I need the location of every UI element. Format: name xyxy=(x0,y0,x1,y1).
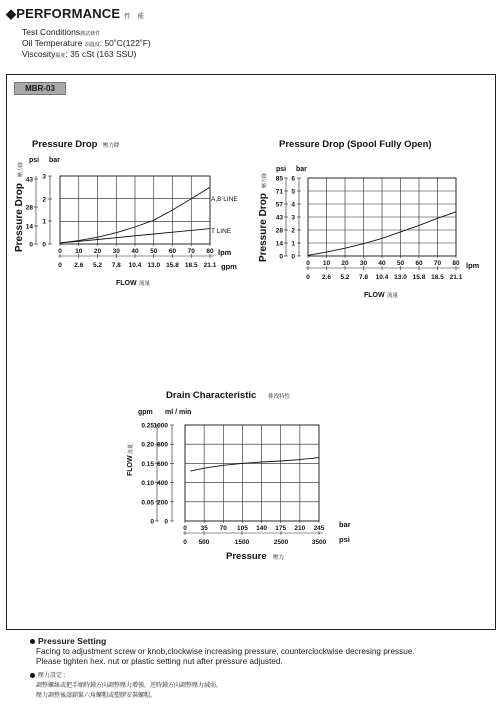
viscosity-cjk: 黏度 xyxy=(55,53,66,59)
chart3-unit-gpm: gpm xyxy=(138,409,153,416)
chart1-xtick-secondary: 2.6 xyxy=(74,262,84,269)
chart1-unit-psi: psi xyxy=(29,157,40,164)
chart3-ytick-secondary: 1000 xyxy=(153,422,168,430)
notes-heading-cjk xyxy=(30,671,65,681)
chart3-xtick-primary: 245 xyxy=(313,525,325,532)
chart2-ytick-secondary: 5 xyxy=(291,188,295,196)
chart3-xtick-primary: 140 xyxy=(256,525,268,532)
model-badge: MBR-03 xyxy=(14,82,66,95)
page-title-cjk: 性 能 xyxy=(124,14,147,20)
chart2-ytick-secondary: 3 xyxy=(291,214,295,222)
chart1-xtick-primary: 10 xyxy=(75,248,83,255)
chart2-xtick-primary: 0 xyxy=(306,260,310,267)
chart2-ytick-primary: 85 xyxy=(275,175,283,183)
chart2-xtick-primary: 80 xyxy=(452,260,460,267)
chart2-xtick-secondary: 10.4 xyxy=(375,274,389,281)
chart3-xtick-secondary: 1500 xyxy=(234,539,250,546)
chart3-ytick-secondary: 600 xyxy=(157,460,168,468)
chart3-plot-frame xyxy=(185,425,319,521)
chart2-xtick-secondary: 7.8 xyxy=(358,274,369,281)
chart1-xtick-primary: 80 xyxy=(206,248,214,255)
chart3-xtick-primary: 105 xyxy=(236,525,248,532)
oil-temperature-value: : 50˚C(122˚F) xyxy=(99,38,151,48)
chart3-xtick-secondary: 2500 xyxy=(273,539,289,546)
chart2-ytick-secondary: 6 xyxy=(291,175,295,183)
chart1-ytick-secondary: 1 xyxy=(42,218,46,226)
chart3-ytick-secondary: 400 xyxy=(157,480,168,488)
chart1-xtick-primary: 0 xyxy=(58,248,62,255)
chart2-ytick-primary: 71 xyxy=(275,188,283,196)
chart1-ytick-primary: 0 xyxy=(29,241,33,249)
chart3-title-cjk: 排洩特性 xyxy=(268,394,291,400)
chart1-xtick-primary: 70 xyxy=(187,248,195,255)
chart2-unit-lpm: lpm xyxy=(466,261,480,270)
chart2-ylabel: Pressure Drop xyxy=(258,193,269,262)
chart1-ytick-primary: 28 xyxy=(25,204,33,212)
chart2-xtick-primary: 50 xyxy=(396,260,405,267)
chart1-xtick-secondary: 7.8 xyxy=(111,262,121,269)
chart3-ytick-primary: 0.10 xyxy=(141,480,154,488)
chart2-xtick-primary: 70 xyxy=(433,260,442,267)
chart2-ytick-primary: 43 xyxy=(275,214,283,222)
chart3-unit-bar: bar xyxy=(339,520,351,529)
chart2-xtick-secondary: 21.1 xyxy=(449,274,463,281)
chart3-xlabel: Pressure xyxy=(226,551,267,562)
chart1-xtick-primary: 40 xyxy=(131,248,139,255)
test-conditions-cjk: 測試條件 xyxy=(80,31,101,37)
chart3-ytick-secondary: 0 xyxy=(164,518,168,526)
notes-line-1: Facing to adjustment screw or knob,clockwise increasing pressure, counterclockwise decresing pressue. xyxy=(36,647,415,656)
viscosity-label: Viscosity xyxy=(22,49,56,59)
chart1-xtick-secondary: 21.1 xyxy=(203,262,217,269)
chart3-ytick-primary: 0 xyxy=(150,518,154,526)
chart2-xtick-primary: 60 xyxy=(415,260,423,267)
chart2-xtick-primary: 10 xyxy=(322,260,331,267)
bullet-dot-icon xyxy=(30,673,35,678)
chart1-legend-ab-line: A,B LINE xyxy=(211,196,238,203)
chart3-title: Drain Characteristic xyxy=(166,390,257,401)
chart2-xtick-secondary: 18.5 xyxy=(431,274,444,281)
chart1-xtick-secondary: 18.5 xyxy=(184,262,198,269)
chart2-ytick-secondary: 1 xyxy=(291,240,295,248)
chart1-unit-lpm: lpm xyxy=(218,248,232,257)
chart1-ytick-secondary: 3 xyxy=(42,173,46,181)
chart3-ytick-primary: 0.05 xyxy=(141,499,154,507)
chart1-ytick-secondary: 0 xyxy=(42,241,46,249)
chart-drain-characteristic xyxy=(127,390,351,562)
diamond-bullet-icon: ◆ xyxy=(6,6,17,21)
chart2-title: Pressure Drop (Spool Fully Open) xyxy=(279,139,432,150)
chart2-xtick-primary: 40 xyxy=(378,260,386,267)
bullet-dot-icon xyxy=(30,639,35,644)
chart3-ytick-secondary: 800 xyxy=(157,441,168,449)
chart2-ytick-primary: 14 xyxy=(275,240,283,248)
chart1-unit-bar: bar xyxy=(49,157,60,164)
chart3-xtick-primary: 0 xyxy=(183,525,187,532)
chart3-xtick-secondary: 500 xyxy=(198,539,210,546)
chart3-xtick-primary: 70 xyxy=(219,525,227,532)
chart1-ytick-primary: 14 xyxy=(25,223,33,231)
chart3-xtick-primary: 210 xyxy=(294,525,306,532)
chart3-xlabel-cjk: 壓力 xyxy=(273,555,285,561)
chart1-xtick-primary: 60 xyxy=(168,248,177,255)
notes-line-2: Please tighten hex. nut or plastic setting nut after pressure adjusted. xyxy=(36,657,283,666)
chart3-unit-ml: ml / min xyxy=(165,409,192,416)
chart3-unit-psi: psi xyxy=(339,535,350,544)
chart2-xtick-primary: 30 xyxy=(359,260,368,267)
oil-temperature-label: Oil Temperature xyxy=(22,38,83,48)
chart1-xtick-secondary: 5.2 xyxy=(92,262,103,269)
chart1-xtick-primary: 50 xyxy=(150,248,158,255)
chart1-xtick-secondary: 15.8 xyxy=(166,262,179,269)
chart1-title-cjk: 壓力降 xyxy=(103,143,120,149)
chart1-xtick-secondary: 0 xyxy=(58,262,62,269)
chart3-ytick-primary: 0.20 xyxy=(141,441,154,449)
chart1-ytick-secondary: 2 xyxy=(42,196,46,204)
chart2-xtick-secondary: 0 xyxy=(306,274,310,281)
chart1-ylabel-cjk: 壓力降 xyxy=(18,161,24,177)
chart1-ylabel: Pressure Drop xyxy=(14,183,25,252)
chart2-xtick-secondary: 15.8 xyxy=(412,274,426,281)
chart2-ylabel-cjk: 壓力降 xyxy=(262,172,268,188)
chart1-ytick-primary: 43 xyxy=(25,176,33,184)
notes-cjk-line-2: 壓力調整後請鎖緊六角螺帽或塑膠安裝螺帽。 xyxy=(36,693,157,699)
chart3-xtick-primary: 175 xyxy=(275,525,287,532)
chart3-xtick-secondary: 0 xyxy=(183,539,187,546)
chart3-xtick-secondary: 3500 xyxy=(311,539,327,546)
chart2-ytick-secondary: 0 xyxy=(291,253,295,261)
notes-cjk-line-1: 調整螺絲或把手順時鐘方向調整壓力增強，逆時鐘方向調整壓力減弱。 xyxy=(36,683,223,689)
chart-pressure-drop-spool-open xyxy=(258,139,480,299)
chart1-xtick-primary: 20 xyxy=(93,248,102,255)
chart3-ylabel: FLOW xyxy=(127,455,134,476)
notes-heading-cjk-text: 壓力設定 : xyxy=(38,673,66,679)
chart2-unit-psi: psi xyxy=(276,166,287,173)
chart3-ytick-secondary: 200 xyxy=(157,499,168,507)
page-title-text: PERFORMANCE xyxy=(16,6,121,21)
chart2-xtick-secondary: 2.6 xyxy=(321,274,332,281)
chart1-unit-gpm: gpm xyxy=(221,262,237,271)
chart3-ytick-primary: 0.15 xyxy=(141,460,154,468)
chart2-ytick-primary: 28 xyxy=(275,227,283,235)
chart2-ytick-secondary: 4 xyxy=(291,201,295,209)
chart3-xtick-primary: 35 xyxy=(200,525,208,532)
chart1-xtick-secondary: 13.0 xyxy=(147,262,161,269)
notes-heading-text: Pressure Setting xyxy=(38,636,107,646)
chart1-xlabel: FLOW xyxy=(116,280,137,287)
chart3-ytick-primary: 0.25 xyxy=(141,422,154,430)
notes-heading xyxy=(30,636,106,646)
test-conditions-label: Test Conditions xyxy=(22,27,81,37)
chart2-ytick-secondary: 2 xyxy=(291,227,295,235)
chart1-xtick-secondary: 10.4 xyxy=(128,262,142,269)
chart-pressure-drop xyxy=(14,139,238,287)
chart2-ytick-primary: 0 xyxy=(279,253,283,261)
chart3-ylabel-cjk: 流量 xyxy=(128,443,134,454)
chart1-xtick-primary: 30 xyxy=(112,248,120,255)
chart1-title: Pressure Drop xyxy=(32,139,98,150)
chart2-xlabel: FLOW xyxy=(364,292,385,299)
chart1-xlabel-cjk: 流量 xyxy=(139,281,151,287)
chart1-legend-t-line: T LINE xyxy=(211,228,232,235)
chart2-xlabel-cjk: 流量 xyxy=(387,293,399,299)
chart2-ytick-primary: 57 xyxy=(275,201,283,209)
viscosity-value: : 35 cSt (163 SSU) xyxy=(65,49,137,59)
chart2-xtick-secondary: 13.0 xyxy=(394,274,407,281)
chart2-xtick-secondary: 5.2 xyxy=(340,274,350,281)
chart2-unit-bar: bar xyxy=(296,166,307,173)
oil-temperature-cjk: 油溫度 xyxy=(84,42,100,48)
chart2-xtick-primary: 20 xyxy=(341,260,349,267)
